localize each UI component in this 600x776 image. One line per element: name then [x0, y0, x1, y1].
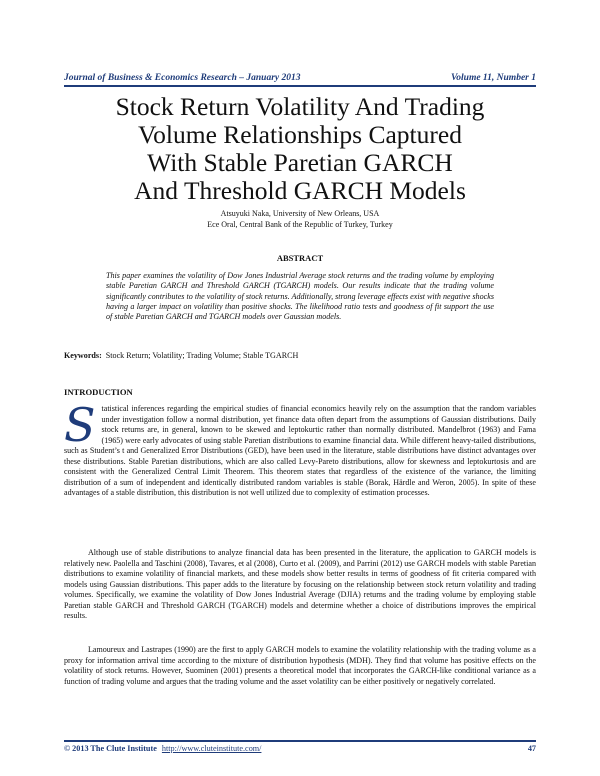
title-line: Volume Relationships Captured	[138, 120, 462, 149]
footer-left	[64, 744, 261, 753]
abstract-heading: ABSTRACT	[276, 253, 324, 263]
section-heading-introduction: INTRODUCTION	[64, 387, 133, 397]
abstract-text: This paper examines the volatility of Dow Jones Industrial Average stock returns and the trading volume by employing stable Paretian GARCH and Threshold GARCH (TGARCH) models. Our results indicate that the trading volume significantly contributes to the volatility of stock returns. Additionally, strong leverage effects exist with negative shocks having a larger impact on volatility than positive shocks. The likelihood ratio tests and goodness of fit support the use of stable Paretian GARCH and TGARCH models over Gaussian models.	[106, 271, 494, 322]
keywords	[64, 351, 536, 360]
drop-cap: S	[64, 398, 96, 452]
paragraph-1	[64, 398, 536, 499]
keywords-label: Keywords:	[64, 351, 102, 360]
keywords-text: Stock Return; Volatility; Trading Volume; Stable TGARCH	[105, 351, 299, 360]
paragraph-3: Lamoureux and Lastrapes (1990) are the first to apply GARCH models to examine the volatility relationship with the trading volume as a proxy for information arrival time according to the mixture of distribution hypothesis (MDH). They find that volume has positive effects on the volatility of stock returns. However, Suominen (2001) presents a theoretical model that incorporates the GARCH-like conditional variance as a function of trading volume and argues that the trading volume and the asset volatility can be either positively or negatively correlated.	[64, 645, 536, 686]
page-number: 47	[527, 744, 536, 753]
author-1: Atsuyuki Naka, University of New Orleans, USA	[220, 209, 380, 218]
title-line: Stock Return Volatility And Trading	[115, 92, 485, 121]
paragraph-2: Although use of stable distributions to analyze financial data has been presented in the literature, the application to GARCH models is relatively new. Paolella and Taschini (2008), Tavares, et al (2008), Curto et al. (2009), and Parrini (2012) use GARCH models with stable Paretian distributions to examine volatility of financial markets, and these models show better results in terms of goodness of fit criteria compared with models using Gaussian distributions. This paper adds to the literature by focusing on the relationship between stock return volatility and trading volumes. Specifically, we examine the volatility of Dow Jones Industrial Average (DJIA) returns and the trading volume by employing stable Paretian stable GARCH and Threshold GARCH (TGARCH) models and determine whether a choice of distributions improves the empirical results.	[64, 548, 536, 621]
paragraph-1-text: tatistical inferences regarding the empirical studies of financial economics heavily rely on the assumption that the random variables under investigation follow a normal distribution, yet finance data often depart from the assumptions of Gaussian distributions. Daily stock returns are, in general, known to be skewed and leptokurtic rather than normally distributed. Mandelbrot (1963) and Fama (1965) were early advocates of using stable Paretian distributions to examine financial data. While different heavy-tailed distributions, such as Student’s t and Generalized Error Distributions (GED), have been used in the literature, stable distributions have distinct advantages over these distributions. Stable Paretian distributions, which are also called Levy-Pareto distributions, allow for skewness and leptokurtosis and are consistent with the Generalized Central Limit Theorem. This theorem states that regardless of the existence of the variance, the limiting distribution of a sum of independent and identically distributed random variables is stable (Borak, Härdle and Weron, 2005). In spite of these advantages of a stable distribution, this distribution is not well utilized due to complexity of estimation processes.	[64, 404, 536, 498]
paper-title	[64, 93, 536, 205]
volume-number: Volume 11, Number 1	[451, 73, 536, 83]
page-footer	[64, 744, 536, 753]
header-rule	[64, 85, 536, 87]
author-2: Ece Oral, Central Bank of the Republic of Turkey, Turkey	[207, 220, 393, 229]
journal-name: Journal of Business & Economics Research – January 2013	[64, 73, 301, 83]
authors	[64, 208, 536, 230]
running-header	[64, 73, 536, 83]
copyright: © 2013 The Clute Institute	[64, 744, 157, 753]
title-line: And Threshold GARCH Models	[134, 176, 466, 205]
footer-rule	[64, 740, 536, 742]
title-line: With Stable Paretian GARCH	[147, 148, 453, 177]
publisher-link[interactable]: http://www.cluteinstitute.com/	[161, 744, 262, 753]
